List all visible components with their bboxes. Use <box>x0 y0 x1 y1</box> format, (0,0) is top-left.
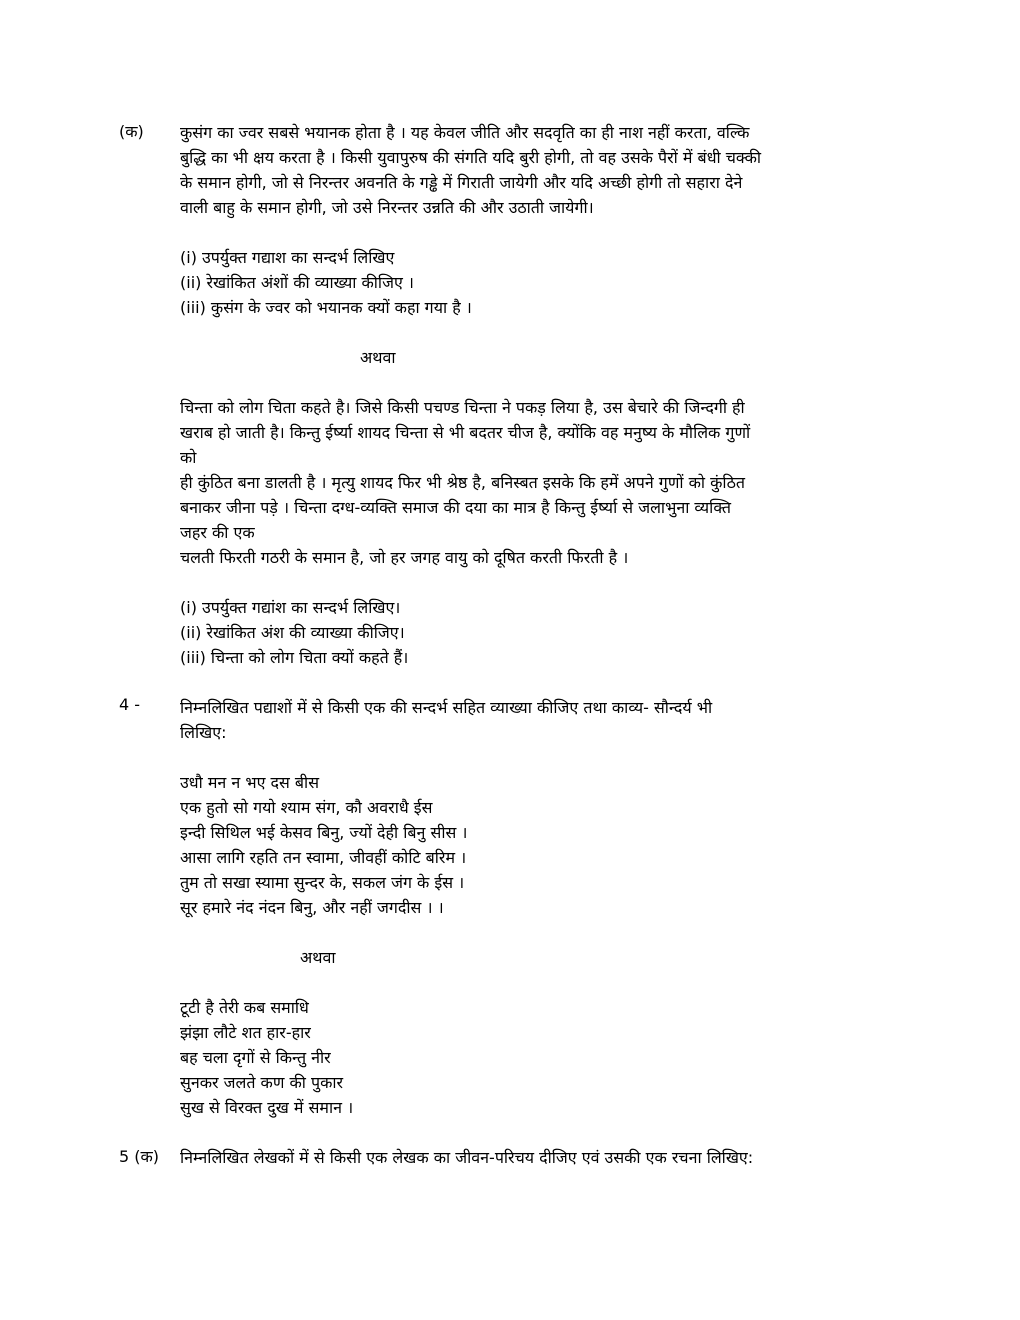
passage-line: बनाकर जीना पड़े । चिन्ता दग्ध-व्यक्ति समाज की दया का मात्र है किन्तु ईर्ष्या से जलाभुना व्यक्ति <box>180 498 732 517</box>
q3-alt-questions <box>180 595 900 670</box>
q4-or-label: अथवा <box>300 948 336 967</box>
q5-label: 5 (क) <box>119 1147 160 1166</box>
q3-alt-passage <box>180 395 900 570</box>
passage-line: कुसंग का ज्वर सबसे भयानक होता है । यह केवल जीति और सदवृति का ही नाश नहीं करता, वल्कि <box>180 123 750 142</box>
passage-line: चलती फिरती गठरी के समान है, जो हर जगह वायु को दूषित करती फिरती है । <box>180 548 629 567</box>
q3-label: (क) <box>119 122 144 141</box>
poem-line: इन्दी सिथिल भई केसव बिनु, ज्यों देही बिनु सीस । <box>180 823 468 842</box>
poem-line: सुख से विरक्त दुख में समान । <box>180 1098 354 1117</box>
passage-line: बुद्धि का भी क्षय करता है । किसी युवापुरुष की संगति यदि बुरी होगी, तो वह उसके पैरों में बंधी चक्की <box>180 148 762 167</box>
passage-line: खराब हो जाती है। किन्तु ईर्ष्या शायद चिन्ता से भी बदतर चीज है, क्योंकि वह मनुष्य के मौलिक गुणों <box>180 423 751 442</box>
poem-line: टूटी है तेरी कब समाधि <box>180 998 309 1017</box>
question-item: (ii) रेखांकित अंशों की व्याख्या कीजिए । <box>180 273 414 292</box>
q5-instruction: निम्नलिखित लेखकों में से किसी एक लेखक का जीवन-परिचय दीजिए एवं उसकी एक रचना लिखिए: <box>180 1148 754 1167</box>
poem-line: सूर हमारे नंद नंदन बिनु, और नहीं जगदीस । । <box>180 898 444 917</box>
passage-line: ही कुंठित बना डालती है । मृत्यु शायद फिर भी श्रेष्ठ है, बनिस्बत इसके कि हमें अपने गुणों को कुंठित <box>180 473 745 492</box>
q4-label: 4 - <box>119 695 141 714</box>
poem-line: झंझा लौटे शत हार-हार <box>180 1023 311 1042</box>
poem-line: उधौ मन न भए दस बीस <box>180 773 320 792</box>
instruction-line: लिखिए: <box>180 723 227 742</box>
question-item: (i) उपर्युक्त गद्याश का सन्दर्भ लिखिए <box>180 248 395 267</box>
q3-questions <box>180 245 900 320</box>
q3-or-label: अथवा <box>360 348 396 367</box>
question-item: (iii) चिन्ता को लोग चिता क्यों कहते हैं। <box>180 648 409 667</box>
poem-line: तुम तो सखा स्यामा सुन्दर के, सकल जंग के ईस । <box>180 873 465 892</box>
question-item: (ii) रेखांकित अंश की व्याख्या कीजिए। <box>180 623 405 642</box>
q3-passage <box>180 120 900 220</box>
passage-line: वाली बाहु के समान होगी, जो उसे निरन्तर उन्नति की और उठाती जायेगी। <box>180 198 594 217</box>
poem-line: बह चला दृगों से किन्तु नीर <box>180 1048 331 1067</box>
question-item: (i) उपर्युक्त गद्यांश का सन्दर्भ लिखिए। <box>180 598 401 617</box>
passage-line: को <box>180 448 197 467</box>
question-item: (iii) कुसंग के ज्वर को भयानक क्यों कहा गया है । <box>180 298 472 317</box>
poem-line: एक हुतो सो गयो श्याम संग, कौ अवराधै ईस <box>180 798 433 817</box>
poem-line: सुनकर जलते कण की पुकार <box>180 1073 344 1092</box>
q4-poem-1 <box>180 770 900 920</box>
instruction-line: निम्नलिखित पद्याशों में से किसी एक की सन्दर्भ सहित व्याख्या कीजिए तथा काव्य- सौन्दर्य भी <box>180 698 713 717</box>
passage-line: चिन्ता को लोग चिता कहते है। जिसे किसी पचण्ड चिन्ता ने पकड़ लिया है, उस बेचारे की जिन्दगी ही <box>180 398 745 417</box>
passage-line: जहर की एक <box>180 523 255 542</box>
passage-line: के समान होगी, जो से निरन्तर अवनति के गड्ढे में गिराती जायेगी और यदि अच्छी होगी तो सहारा देने <box>180 173 743 192</box>
q4-poem-2 <box>180 995 900 1120</box>
poem-line: आसा लागि रहति तन स्वामा, जीवहीं कोटि बरिम । <box>180 848 467 867</box>
q4-instruction <box>180 695 900 745</box>
